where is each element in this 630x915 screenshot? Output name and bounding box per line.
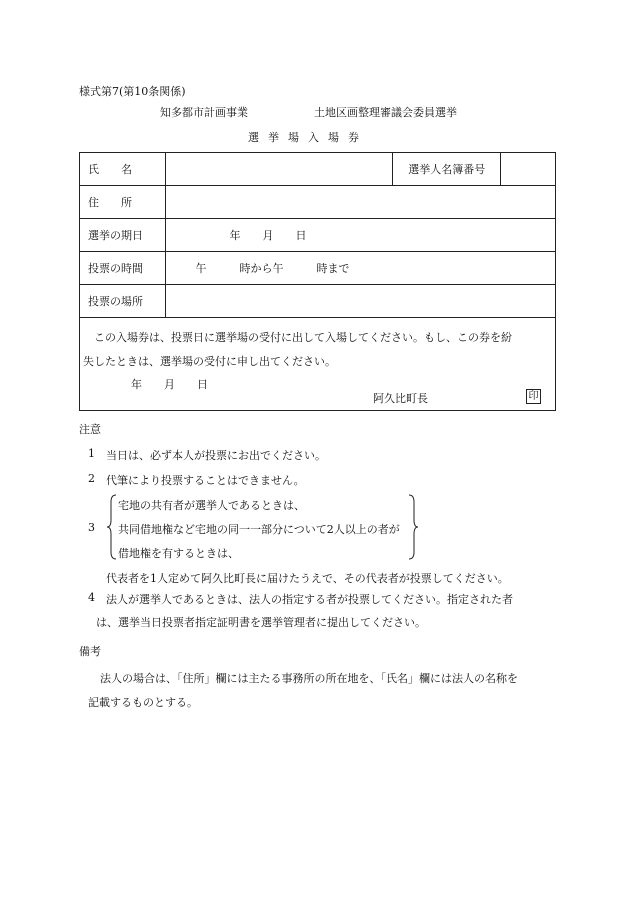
ticket-table	[79, 152, 556, 411]
voting-place-field[interactable]	[165, 285, 556, 318]
notice-line-1: この入場券は、投票日に選挙場の受付に出して入場してください。もし、この券を紛	[94, 331, 512, 344]
note-2-number: 2	[88, 472, 95, 485]
name-label: 氏 名	[80, 153, 166, 186]
voter-number-label: 選挙人名簿番号	[393, 153, 501, 186]
note-1: 当日は、必ず本人が投票にお出でください。	[106, 449, 326, 462]
project-name: 知多都市計画事業	[160, 106, 248, 119]
remarks-heading: 備考	[79, 645, 101, 658]
address-field[interactable]	[165, 186, 556, 219]
note-4-line-b: は、選挙当日投票者指定証明書を選挙管理者に提出してください。	[96, 616, 426, 629]
note-4-number: 4	[88, 591, 95, 604]
note-2: 代筆により投票することはできません。	[106, 474, 305, 487]
voting-place-label: 投票の場所	[80, 285, 166, 318]
left-brace-icon	[106, 494, 118, 560]
seal-mark: 印	[526, 389, 541, 404]
note-3-tail: 代表者を1人定めて阿久比町長に届けたうえで、その代表者が投票してください。	[106, 572, 509, 585]
election-name: 土地区画整理審議会委員選挙	[314, 106, 457, 119]
note-3-line-a: 宅地の共有者が選挙人であるときは、	[118, 499, 305, 512]
remarks-line-2: 記載するものとする。	[88, 696, 198, 709]
note-4-line-a: 法人が選挙人であるときは、法人の指定する者が投票してください。指定された者	[106, 593, 513, 606]
voting-time-label: 投票の時間	[80, 252, 166, 285]
election-date-value: 年 月 日	[165, 219, 556, 252]
election-date-label: 選挙の期日	[80, 219, 166, 252]
document-title: 選挙場入場券	[248, 131, 368, 144]
note-3-line-c: 借地権を有するときは、	[118, 547, 239, 560]
address-label: 住 所	[80, 186, 166, 219]
voting-time-value: 午 時から午 時まで	[165, 252, 556, 285]
note-3-line-b: 共同借地権など宅地の同一一部分について2人以上の者が	[118, 523, 400, 536]
remarks-line-1: 法人の場合は、「住所」欄には主たる事務所の所在地を、「氏名」欄には法人の名称を	[100, 672, 518, 685]
mayor-title: 阿久比町長	[373, 392, 428, 405]
note-1-number: 1	[88, 447, 95, 460]
notes-heading: 注意	[79, 423, 101, 436]
notice-line-2: 失したときは、選挙場の受付に申し出てください。	[83, 355, 336, 368]
notice-cell	[80, 318, 556, 411]
name-field[interactable]	[165, 153, 393, 186]
note-3-number: 3	[88, 521, 95, 534]
form-number: 様式第7(第10条関係)	[79, 85, 186, 98]
right-brace-icon	[407, 494, 419, 560]
issue-date: 年 月 日	[131, 378, 208, 391]
voter-number-field[interactable]	[501, 153, 556, 186]
